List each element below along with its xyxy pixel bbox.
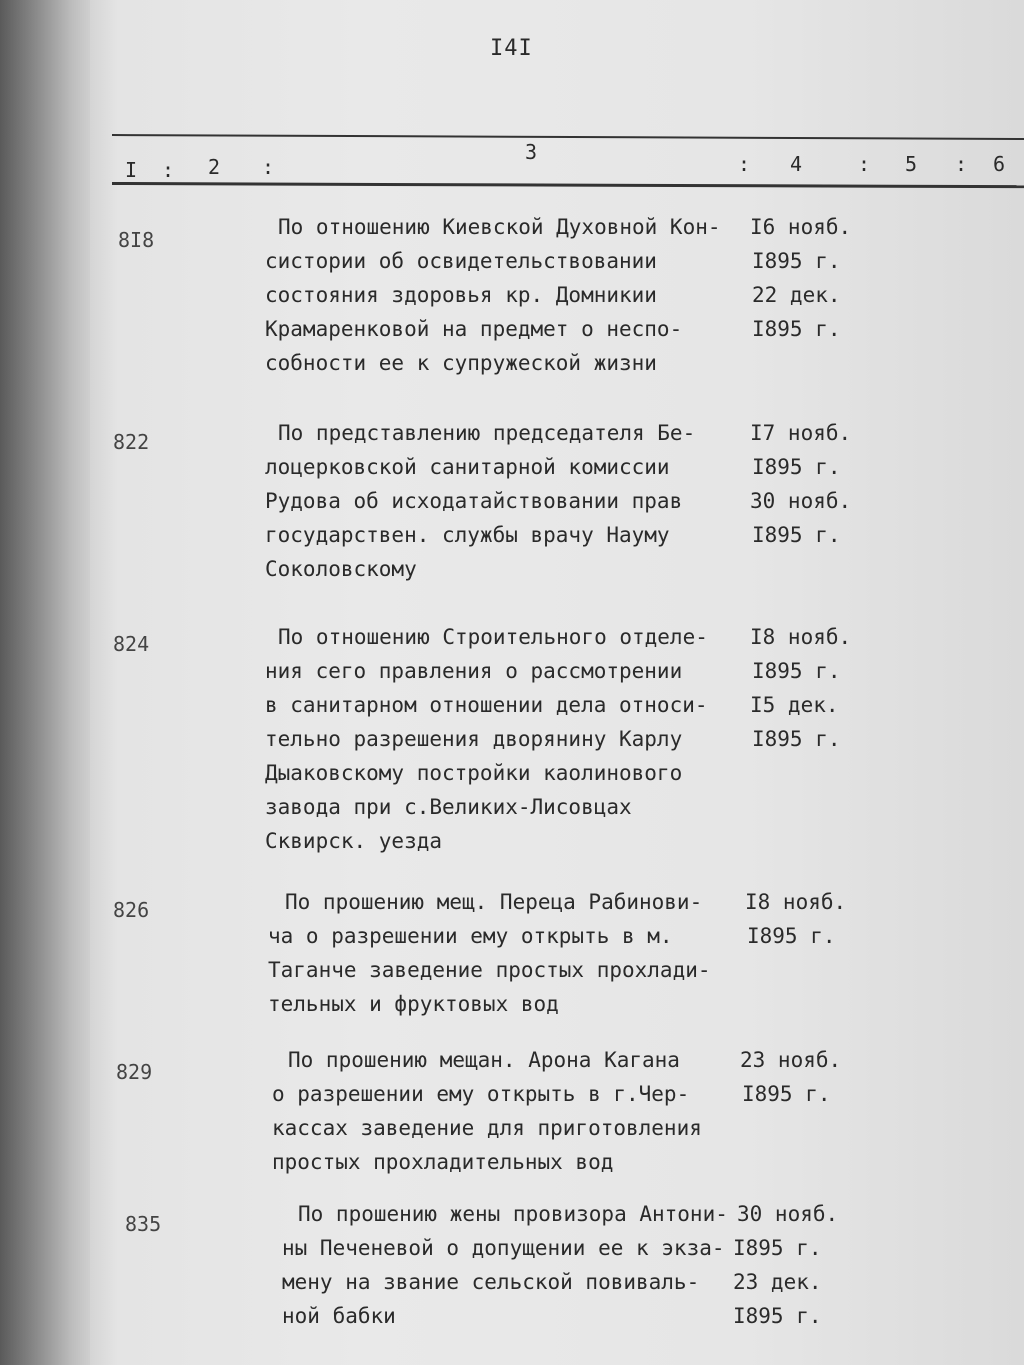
entry-description (282, 1299, 396, 1333)
entry-date: I895 г. (752, 523, 841, 547)
entry-description (265, 346, 657, 380)
entry-description (285, 885, 702, 919)
entry-date: I895 г. (742, 1082, 831, 1106)
entry-description (278, 210, 721, 244)
entry-line: По прошению жены провизора Антони- (298, 1202, 728, 1226)
entry-date: I6 нояб. (750, 215, 852, 239)
entry-description (265, 756, 682, 790)
entry-date: I8 нояб. (745, 890, 847, 914)
entry-description (265, 450, 670, 484)
column-2-header: 2 (208, 155, 221, 179)
entry-date: I895 г. (752, 249, 841, 273)
column-separator: : (162, 158, 175, 182)
entry-date: I895 г. (747, 924, 836, 948)
column-1-header: I (125, 158, 138, 182)
entry-line: лоцерковской санитарной комиссии (265, 455, 670, 479)
entry-description (272, 1111, 702, 1145)
entry-line: кассах заведение для приготовления (272, 1116, 702, 1140)
entry-line: Дыаковскому постройки каолинового (265, 761, 683, 785)
entry-number: 8I8 (118, 228, 155, 252)
binding-shadow (0, 0, 90, 1365)
entry-line: тельных и фруктовых вод (268, 992, 559, 1016)
column-4-header: 4 (790, 152, 803, 176)
entry-date: I895 г. (752, 317, 841, 341)
entry-line: Крамаренковой на предмет о неспо- (265, 317, 683, 341)
entry-date: I8 нояб. (750, 625, 852, 649)
entry-description (265, 484, 682, 518)
entry-line: По прошению мещ. Переца Рабинови- (285, 890, 703, 914)
column-separator: : (738, 152, 751, 176)
entry-date: 30 нояб. (737, 1202, 839, 1226)
page-number: I4I (490, 36, 533, 61)
entry-date: 30 нояб. (750, 489, 852, 513)
column-6-header: 6 (993, 152, 1006, 176)
entry-line: Соколовскому (265, 557, 417, 581)
entry-line: Рудова об исходатайствовании прав (265, 489, 683, 513)
column-separator: : (955, 152, 968, 176)
entry-line: состояния здоровья кр. Домникии (265, 283, 657, 307)
entry-description (265, 278, 657, 312)
entry-number: 824 (113, 632, 150, 656)
entry-line: собности ее к супружеской жизни (265, 351, 657, 375)
column-3-header: 3 (525, 140, 538, 164)
entry-description (268, 987, 559, 1021)
entry-line: ны Печеневой о допущении ее к экза- (282, 1236, 725, 1260)
entry-description (272, 1077, 689, 1111)
entry-description (265, 722, 682, 756)
entry-number: 826 (113, 898, 150, 922)
column-separator: : (858, 152, 871, 176)
entry-description (282, 1265, 699, 1299)
entry-date: I5 дек. (750, 693, 839, 717)
entry-line: государствен. службы врачу Науму (265, 523, 670, 547)
entry-description (288, 1043, 680, 1077)
entry-line: По прошению мещан. Арона Кагана (288, 1048, 680, 1072)
entry-line: Сквирск. уезда (265, 829, 443, 853)
entry-description (265, 312, 682, 346)
entry-date: 23 нояб. (740, 1048, 842, 1072)
entry-description (278, 416, 695, 450)
entry-date: I7 нояб. (750, 421, 852, 445)
entry-line: простых прохладительных вод (272, 1150, 614, 1174)
entry-description (265, 518, 670, 552)
entry-number: 835 (125, 1212, 162, 1236)
entry-description (265, 790, 632, 824)
entry-line: По отношению Строительного отделе- (278, 625, 708, 649)
entry-line: Таганче заведение простых прохлади- (268, 958, 711, 982)
entry-number: 829 (116, 1060, 153, 1084)
column-separator: : (262, 155, 275, 179)
entry-description (278, 620, 708, 654)
entry-description (265, 688, 708, 722)
entry-line: По представлению председателя Бе- (278, 421, 696, 445)
entry-line: систории об освидетельствовании (265, 249, 657, 273)
entry-line: ной бабки (282, 1304, 396, 1328)
entry-number: 822 (113, 430, 150, 454)
entry-line: мену на звание сельской повиваль- (282, 1270, 700, 1294)
entry-date: I895 г. (733, 1304, 822, 1328)
entry-line: в санитарном отношении дела относи- (265, 693, 708, 717)
entry-description (268, 919, 673, 953)
entry-date: 23 дек. (733, 1270, 822, 1294)
entry-description (265, 552, 417, 586)
entry-description (272, 1145, 613, 1179)
entry-date: I895 г. (733, 1236, 822, 1260)
entry-description (298, 1197, 728, 1231)
entry-line: тельно разрешения дворянину Карлу (265, 727, 683, 751)
entry-date: 22 дек. (752, 283, 841, 307)
entry-description (268, 953, 711, 987)
entry-line: завода при с.Великих-Лисовцах (265, 795, 632, 819)
entry-line: По отношению Киевской Духовной Кон- (278, 215, 721, 239)
entry-line: о разрешении ему открыть в г.Чер- (272, 1082, 690, 1106)
entry-date: I895 г. (752, 455, 841, 479)
entry-date: I895 г. (752, 727, 841, 751)
column-5-header: 5 (905, 152, 918, 176)
entry-line: ча о разрешении ему открыть в м. (268, 924, 673, 948)
entry-line: ния сего правления о рассмотрении (265, 659, 683, 683)
entry-description (282, 1231, 725, 1265)
entry-date: I895 г. (752, 659, 841, 683)
entry-description (265, 654, 682, 688)
entry-description (265, 244, 657, 278)
entry-description (265, 824, 442, 858)
